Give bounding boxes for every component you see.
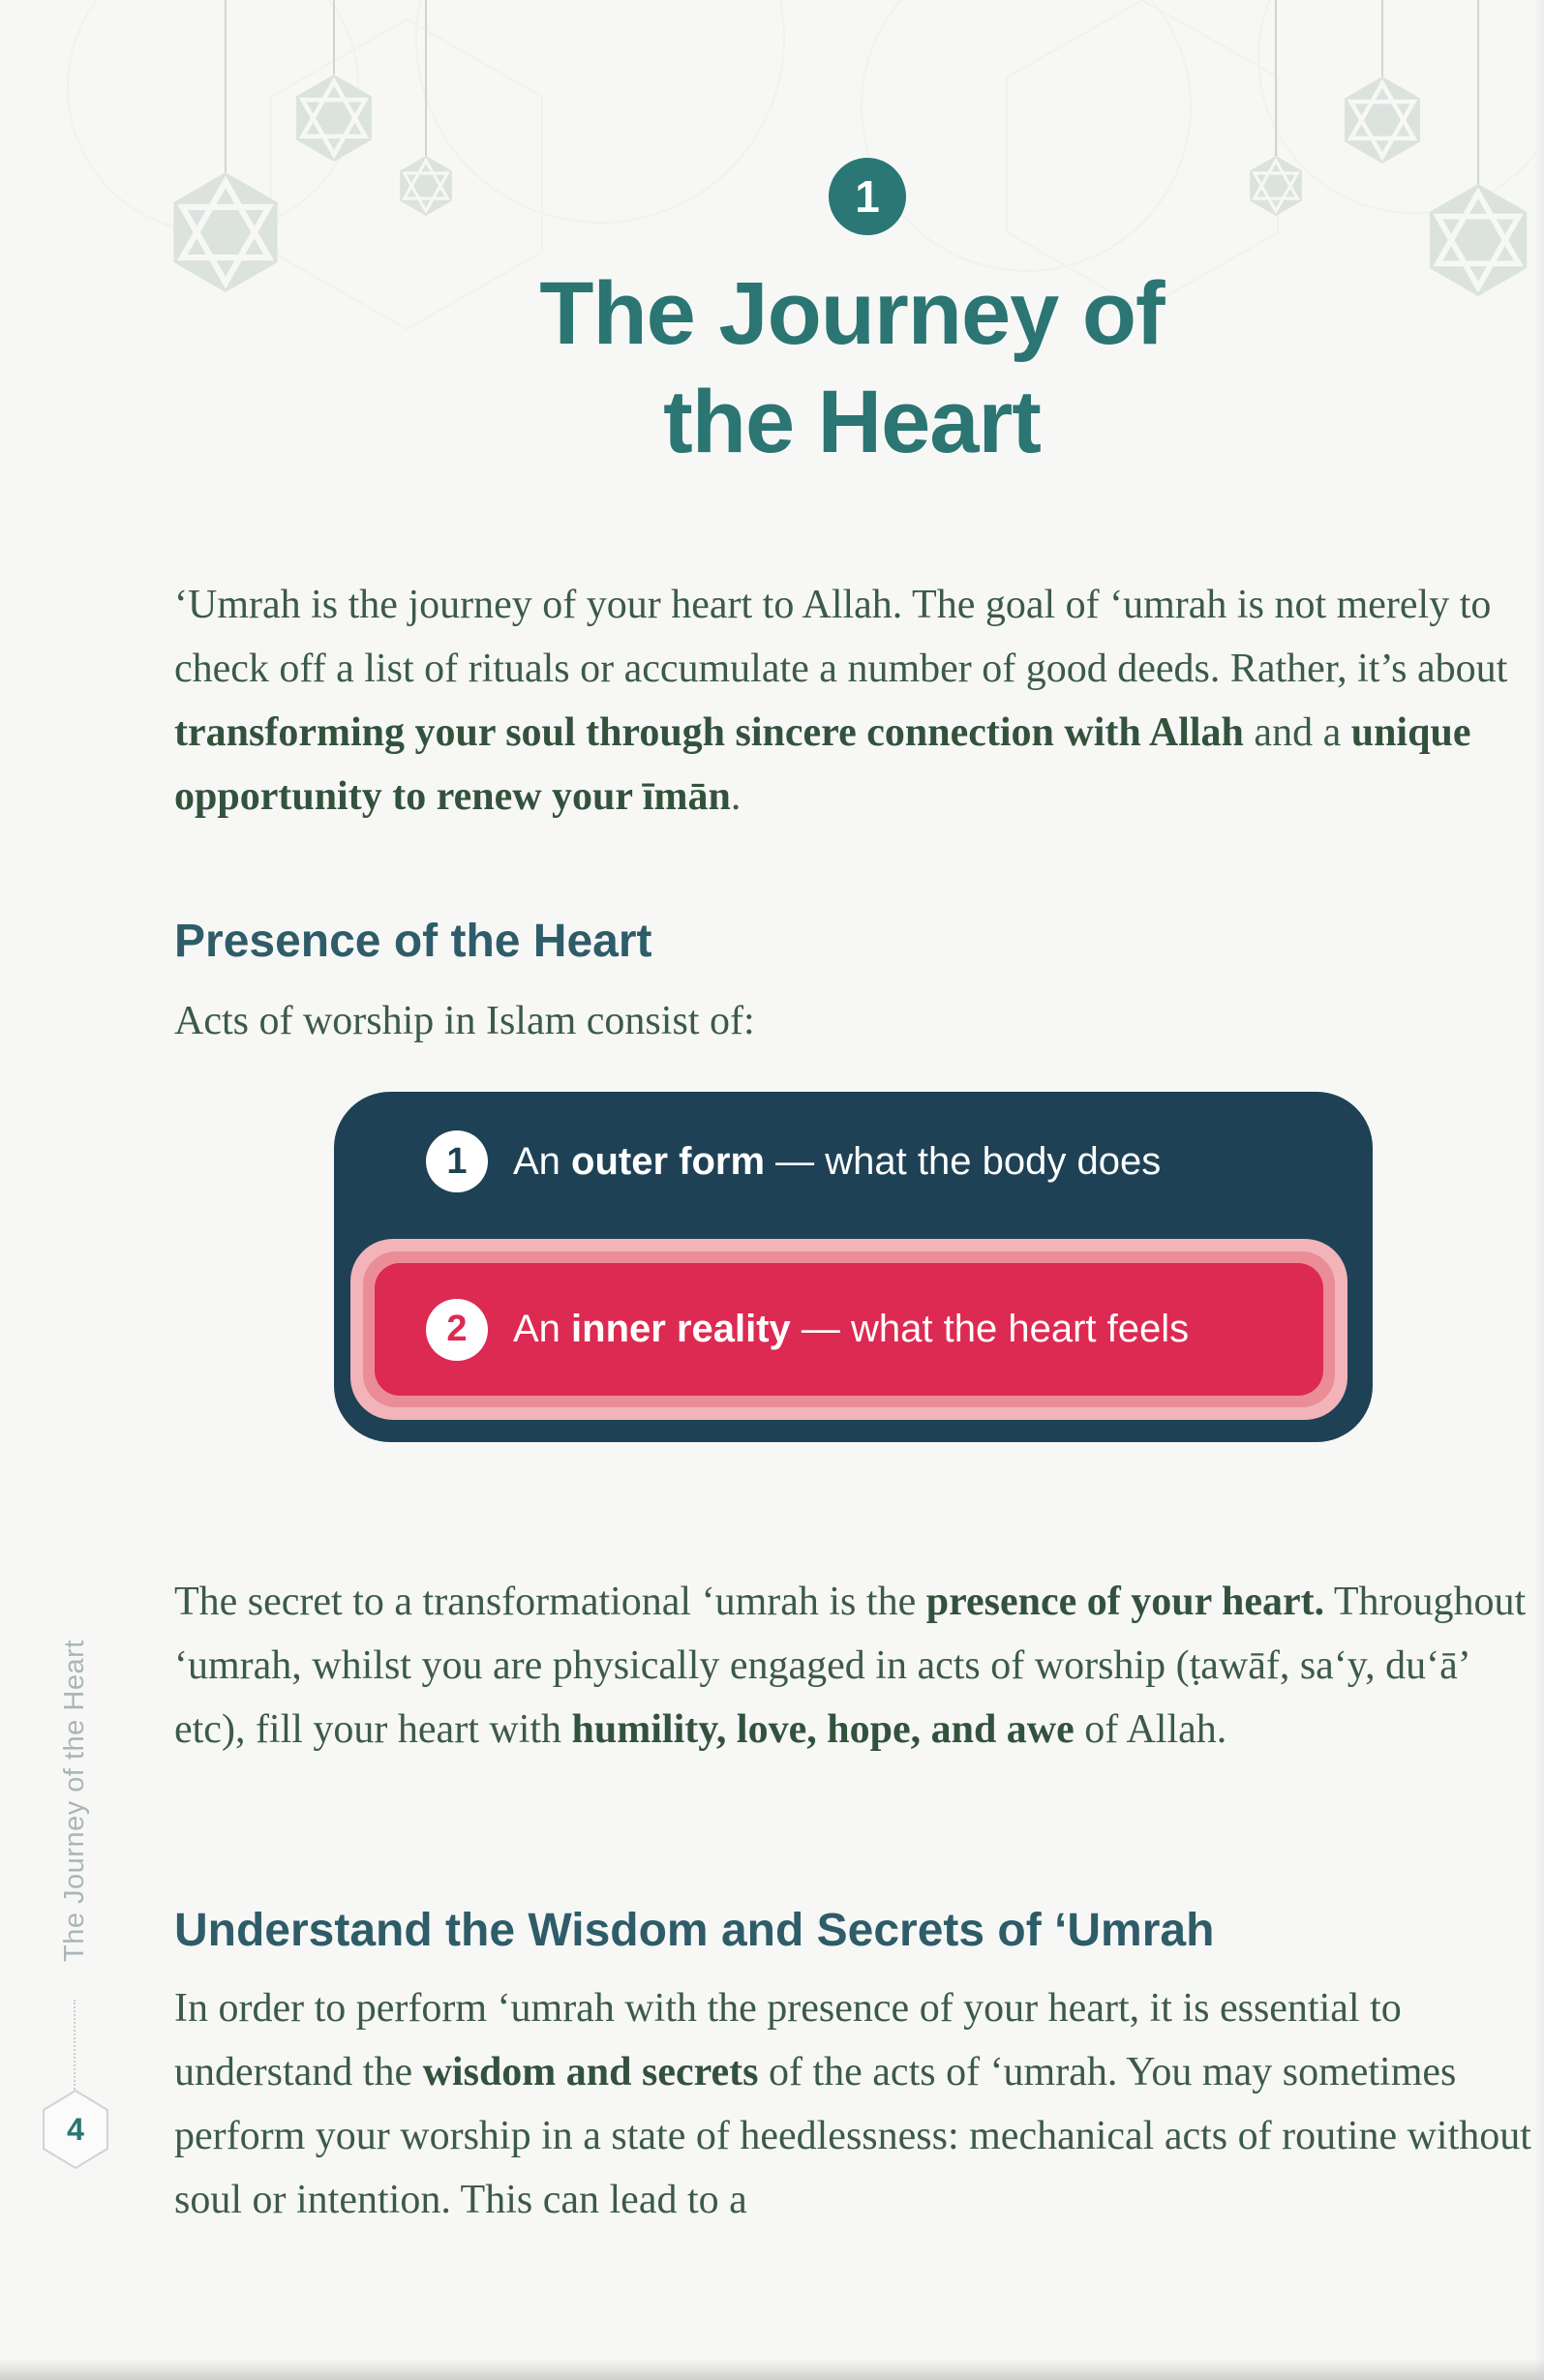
chapter-number-badge: 1: [829, 158, 906, 235]
outer-form-label: An outer form — what the body does: [513, 1139, 1162, 1183]
page-number: 4: [67, 2112, 84, 2147]
section1-lead: Acts of worship in Islam consist of:: [174, 999, 755, 1043]
inner-reality-label: An inner reality — what the heart feels: [513, 1308, 1190, 1350]
chapter-title: [174, 259, 1529, 476]
wisdom-paragraph: In order to perform ‘umrah with the presence of your heart, it is essential to understand the wisdom and secrets of the acts of ‘umrah. You may sometimes perform your worship in a state of heedlessness: mechanical acts of routine without soul or intention. This can lead to a: [174, 1986, 1531, 2222]
presence-paragraph: The secret to a transformational ‘umrah is the presence of your heart. Throughout ‘umrah, whilst you are physically engaged in acts of worship (ṭawāf, sa‘y, du‘ā’ etc), fill your heart with humility, love, hope, and awe of Allah.: [174, 1580, 1527, 1752]
ornament-strings: [226, 0, 1478, 184]
worship-components-panel: [334, 1092, 1373, 1442]
section-heading-presence-of-the-heart: Presence of the Heart: [174, 916, 652, 967]
inner-reality-highlight-outer: [350, 1239, 1347, 1420]
intro-paragraph: ‘Umrah is the journey of your heart to Allah. The goal of ‘umrah is not merely to check off a list of rituals or accumulate a number of good deeds. Rather, it’s about transforming your soul through sincere connection with Allah and a unique opportunity to renew your īmān.: [174, 583, 1508, 819]
item-number-circle-1: 1: [426, 1130, 488, 1192]
item-number-circle-2: 2: [426, 1299, 488, 1361]
sidebar-dotted-line: [74, 2000, 76, 2100]
hexagon-page-number: [41, 2089, 110, 2170]
inner-reality-highlight-mid: [363, 1251, 1335, 1407]
chapter-title-line1: The Journey of: [539, 264, 1165, 363]
sidebar-running-title: The Journey of the Heart: [59, 1640, 90, 1962]
chapter-title-line2: the Heart: [663, 373, 1041, 471]
scan-edge-right: [1534, 0, 1544, 2380]
outer-form-item: [334, 1092, 1373, 1192]
section-heading-wisdom-secrets: Understand the Wisdom and Secrets of ‘Umrah: [174, 1905, 1215, 1956]
scan-edge-bottom: [0, 2359, 1544, 2380]
inner-reality-item: [375, 1263, 1323, 1396]
